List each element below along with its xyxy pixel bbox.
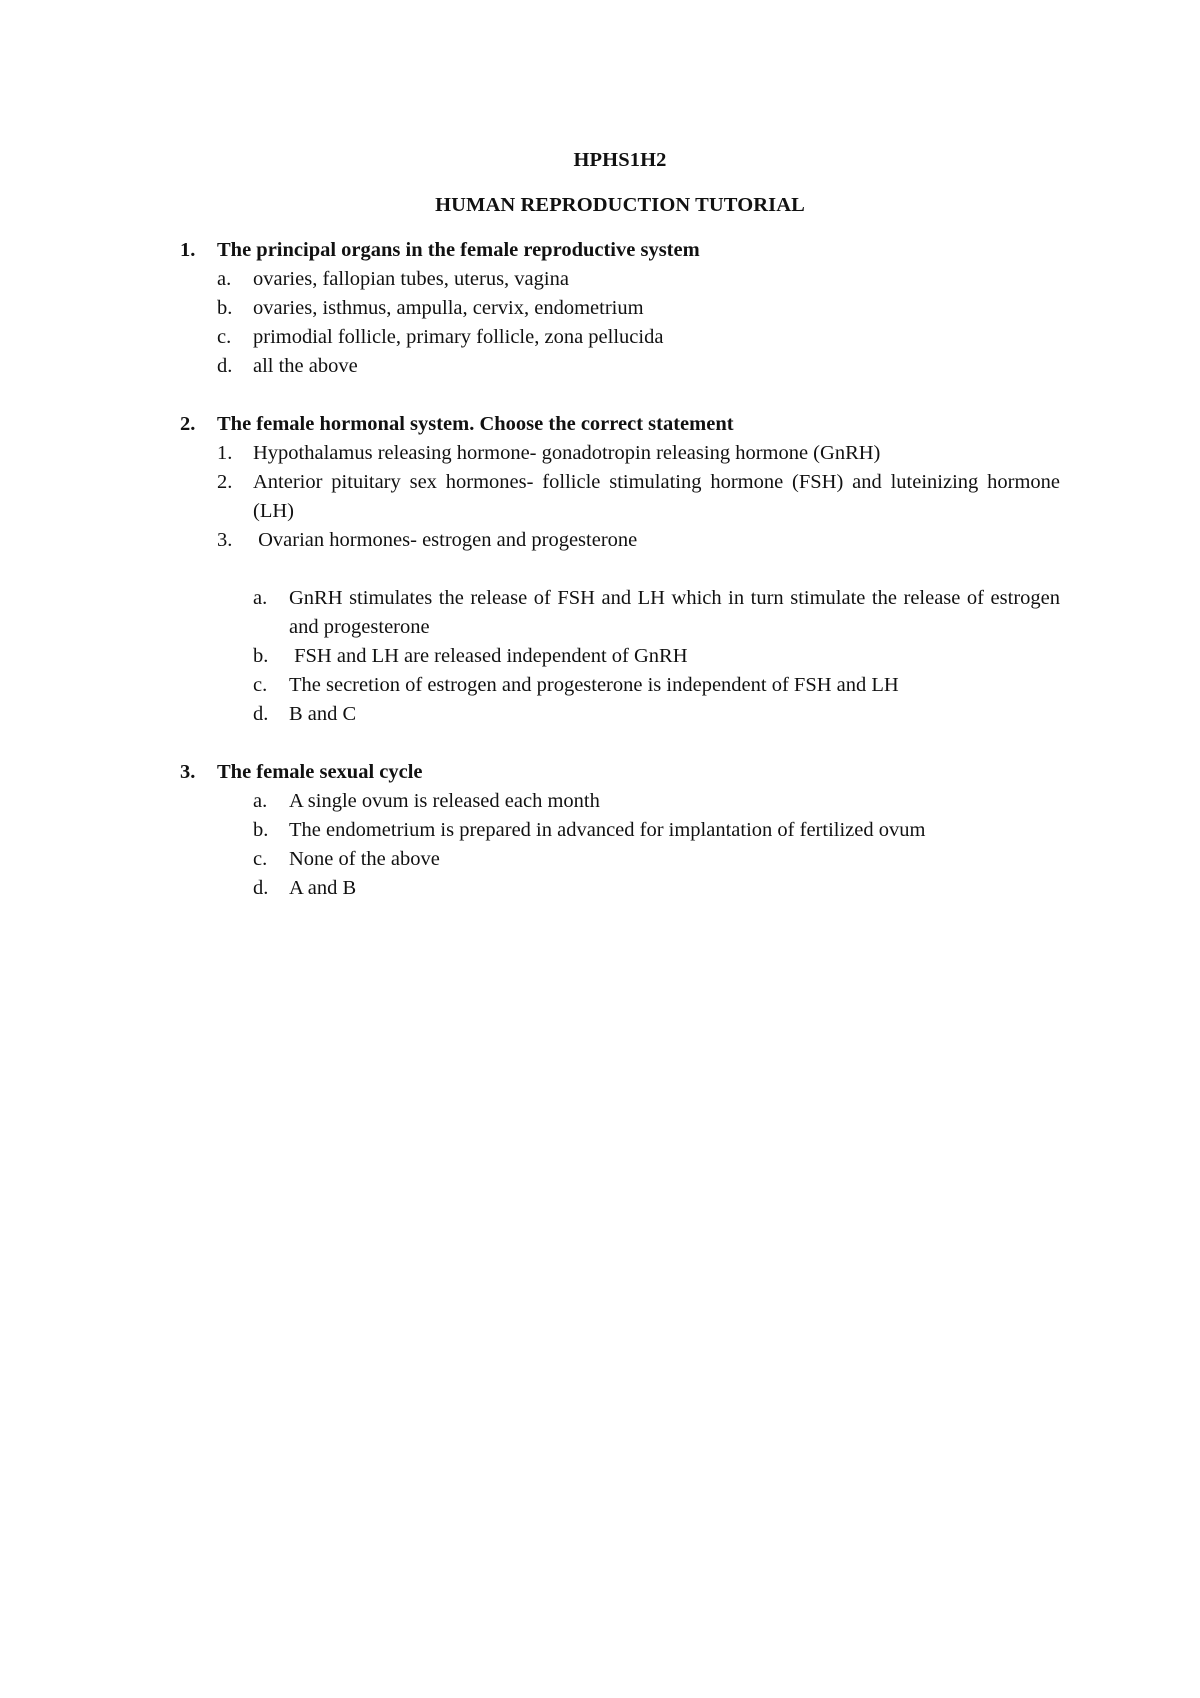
option-text: primodial follicle, primary follicle, zona pellucida [253, 326, 664, 348]
statement-text: Hypothalamus releasing hormone- gonadotropin releasing hormone (GnRH) [253, 442, 881, 464]
question-heading [180, 236, 1060, 265]
question-heading [180, 758, 1060, 787]
statement-label: 3. [217, 529, 233, 551]
option-row [253, 874, 1060, 903]
option-label: a. [253, 587, 268, 609]
document-content [180, 146, 1060, 932]
course-code: HPHS1H2 [573, 149, 667, 171]
option-text: FSH and LH are released independent of GnRH [289, 645, 688, 667]
question-heading [180, 410, 1060, 439]
option-text: A single ovum is released each month [289, 790, 600, 812]
statement-row [217, 526, 1060, 555]
option-row [253, 787, 1060, 816]
option-label: c. [253, 848, 268, 870]
option-text: GnRH stimulates the release of FSH and LH which in turn stimulate the release of estrogen and progesterone [289, 587, 1060, 638]
option-text: B and C [289, 703, 357, 725]
option-label: d. [217, 355, 233, 377]
option-label: c. [217, 326, 232, 348]
question-text: The principal organs in the female reproductive system [217, 239, 700, 261]
option-label: b. [253, 645, 269, 667]
option-row [253, 642, 1060, 671]
question-1 [180, 236, 1060, 381]
option-label: b. [253, 819, 269, 841]
option-row [253, 700, 1060, 729]
question-number: 3. [180, 761, 196, 783]
option-row [253, 845, 1060, 874]
option-text: None of the above [289, 848, 440, 870]
option-row [253, 584, 1060, 642]
statement-row [217, 439, 1060, 468]
statement-text: Anterior pituitary sex hormones- follicle stimulating hormone (FSH) and luteinizing hormone (LH) [253, 471, 1060, 522]
question-number: 2. [180, 413, 196, 435]
statement-text: Ovarian hormones- estrogen and progesterone [253, 529, 638, 551]
option-label: d. [253, 877, 269, 899]
option-label: b. [217, 297, 233, 319]
option-label: c. [253, 674, 268, 696]
option-row [217, 352, 1060, 381]
question-number: 1. [180, 239, 196, 261]
option-label: a. [217, 268, 232, 290]
option-text: ovaries, fallopian tubes, uterus, vagina [253, 268, 569, 290]
question-3 [180, 758, 1060, 903]
statement-row [217, 468, 1060, 526]
document-title: HUMAN REPRODUCTION TUTORIAL [435, 194, 805, 216]
option-row [253, 671, 1060, 700]
option-label: d. [253, 703, 269, 725]
option-text: ovaries, isthmus, ampulla, cervix, endometrium [253, 297, 644, 319]
spacer [180, 555, 1060, 584]
option-text: The endometrium is prepared in advanced for implantation of fertilized ovum [289, 819, 926, 841]
question-text: The female sexual cycle [217, 761, 423, 783]
statement-label: 1. [217, 442, 233, 464]
question-text: The female hormonal system. Choose the correct statement [217, 413, 734, 435]
option-row [253, 816, 1060, 845]
statement-label: 2. [217, 471, 233, 493]
question-2 [180, 410, 1060, 729]
option-text: A and B [289, 877, 357, 899]
option-row [217, 265, 1060, 294]
option-label: a. [253, 790, 268, 812]
option-row [217, 294, 1060, 323]
option-text: all the above [253, 355, 358, 377]
option-text: The secretion of estrogen and progesterone is independent of FSH and LH [289, 674, 899, 696]
option-row [217, 323, 1060, 352]
